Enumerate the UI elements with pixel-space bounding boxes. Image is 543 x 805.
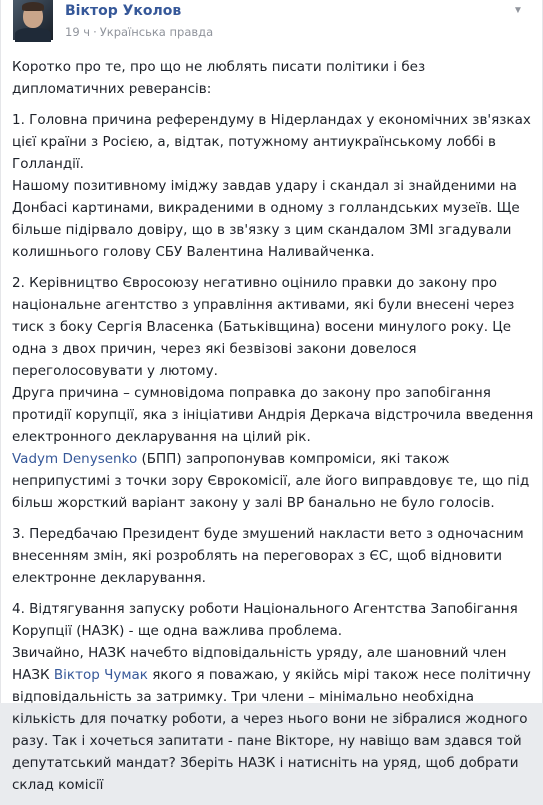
post-paragraph-3: 3. Передбачаю Президент буде змушений накласти вето з одночасним внесенням змін, які розроблять на переговорах з ЄС, щоб відновити електронне декларування. [12, 526, 524, 586]
chevron-down-icon[interactable]: ▼ [513, 5, 523, 16]
mention-link[interactable]: Віктор Чумак [53, 667, 148, 683]
post-paragraph-4: 4. Відтягування запуску роботи Національного Агентства Запобігання Корупції (НАЗК) - ще одна важлива проблема. Звичайно, НАЗК начебто відповідальність уряду, але шановний член НАЗК Віктор Чумак якого я поважаю, у якійсь мірі також несе політичну відповідальність за затримку. Три члени – мінімально необхідна кількість для початку роботи, а через нього вони не зібралися жодного разу. Так і хочеться запитати - пане Вікторе, ну навіщо вам здався той депутатський мандат? Зберіть НАЗК і натисніть на уряд, щоб добрати склад комісії [12, 601, 531, 793]
post-header [13, 0, 533, 44]
post-paragraph-intro: Коротко про те, про що не люблять писати політики і без дипломатичних реверансів: [12, 59, 426, 97]
post-meta [65, 25, 213, 39]
author-name[interactable]: Віктор Уколов [65, 3, 182, 19]
mention-link[interactable]: Vadym Denysenko [12, 451, 138, 467]
avatar[interactable] [13, 0, 53, 40]
post-source[interactable]: Українська правда [99, 25, 214, 39]
post-paragraph-2b: Vadym Denysenko (БПП) запропонував компроміси, які також неприпустимі з точки зору Єврокомісії, але його виправдовує те, що під більш жорсткий варіант закону у залі ВР банально не було голосів. [12, 451, 530, 511]
post-body [12, 56, 534, 805]
post-paragraph-2: 2. Керівництво Євросоюзу негативно оцінило правки до закону про національне агентство з управління активами, які були внесені через тиск з боку Сергія Власенка (Батьківщина) восени минулого року. Це одна з двох причин, через які безвізові закони довелося переголосовувати у лютому. Друга причина – сумновідома поправка до закону про запобігання протидії корупції, яка з ініціативи Андрія Деркача відстрочила введення електронного декларування на цілий рік. [12, 275, 534, 445]
post-time[interactable]: 19 ч [65, 25, 91, 39]
meta-separator: · [93, 25, 97, 39]
post-paragraph-1: 1. Головна причина референдуму в Нідерландах у економічних зв'язках цієї країни з Росією, а, відтак, потужному антиукраїнському лоббі в Голландії. Нашому позитивному іміджу завдав удару і скандал зі знайденими на Донбасі картинами, викраденими в одному з голландських музеїв. Ще більше підірвало довіру, що в зв'язку з цим скандалом ЗМІ згадували колишнього голову СБУ Валентина Наливайченка. [12, 112, 531, 260]
